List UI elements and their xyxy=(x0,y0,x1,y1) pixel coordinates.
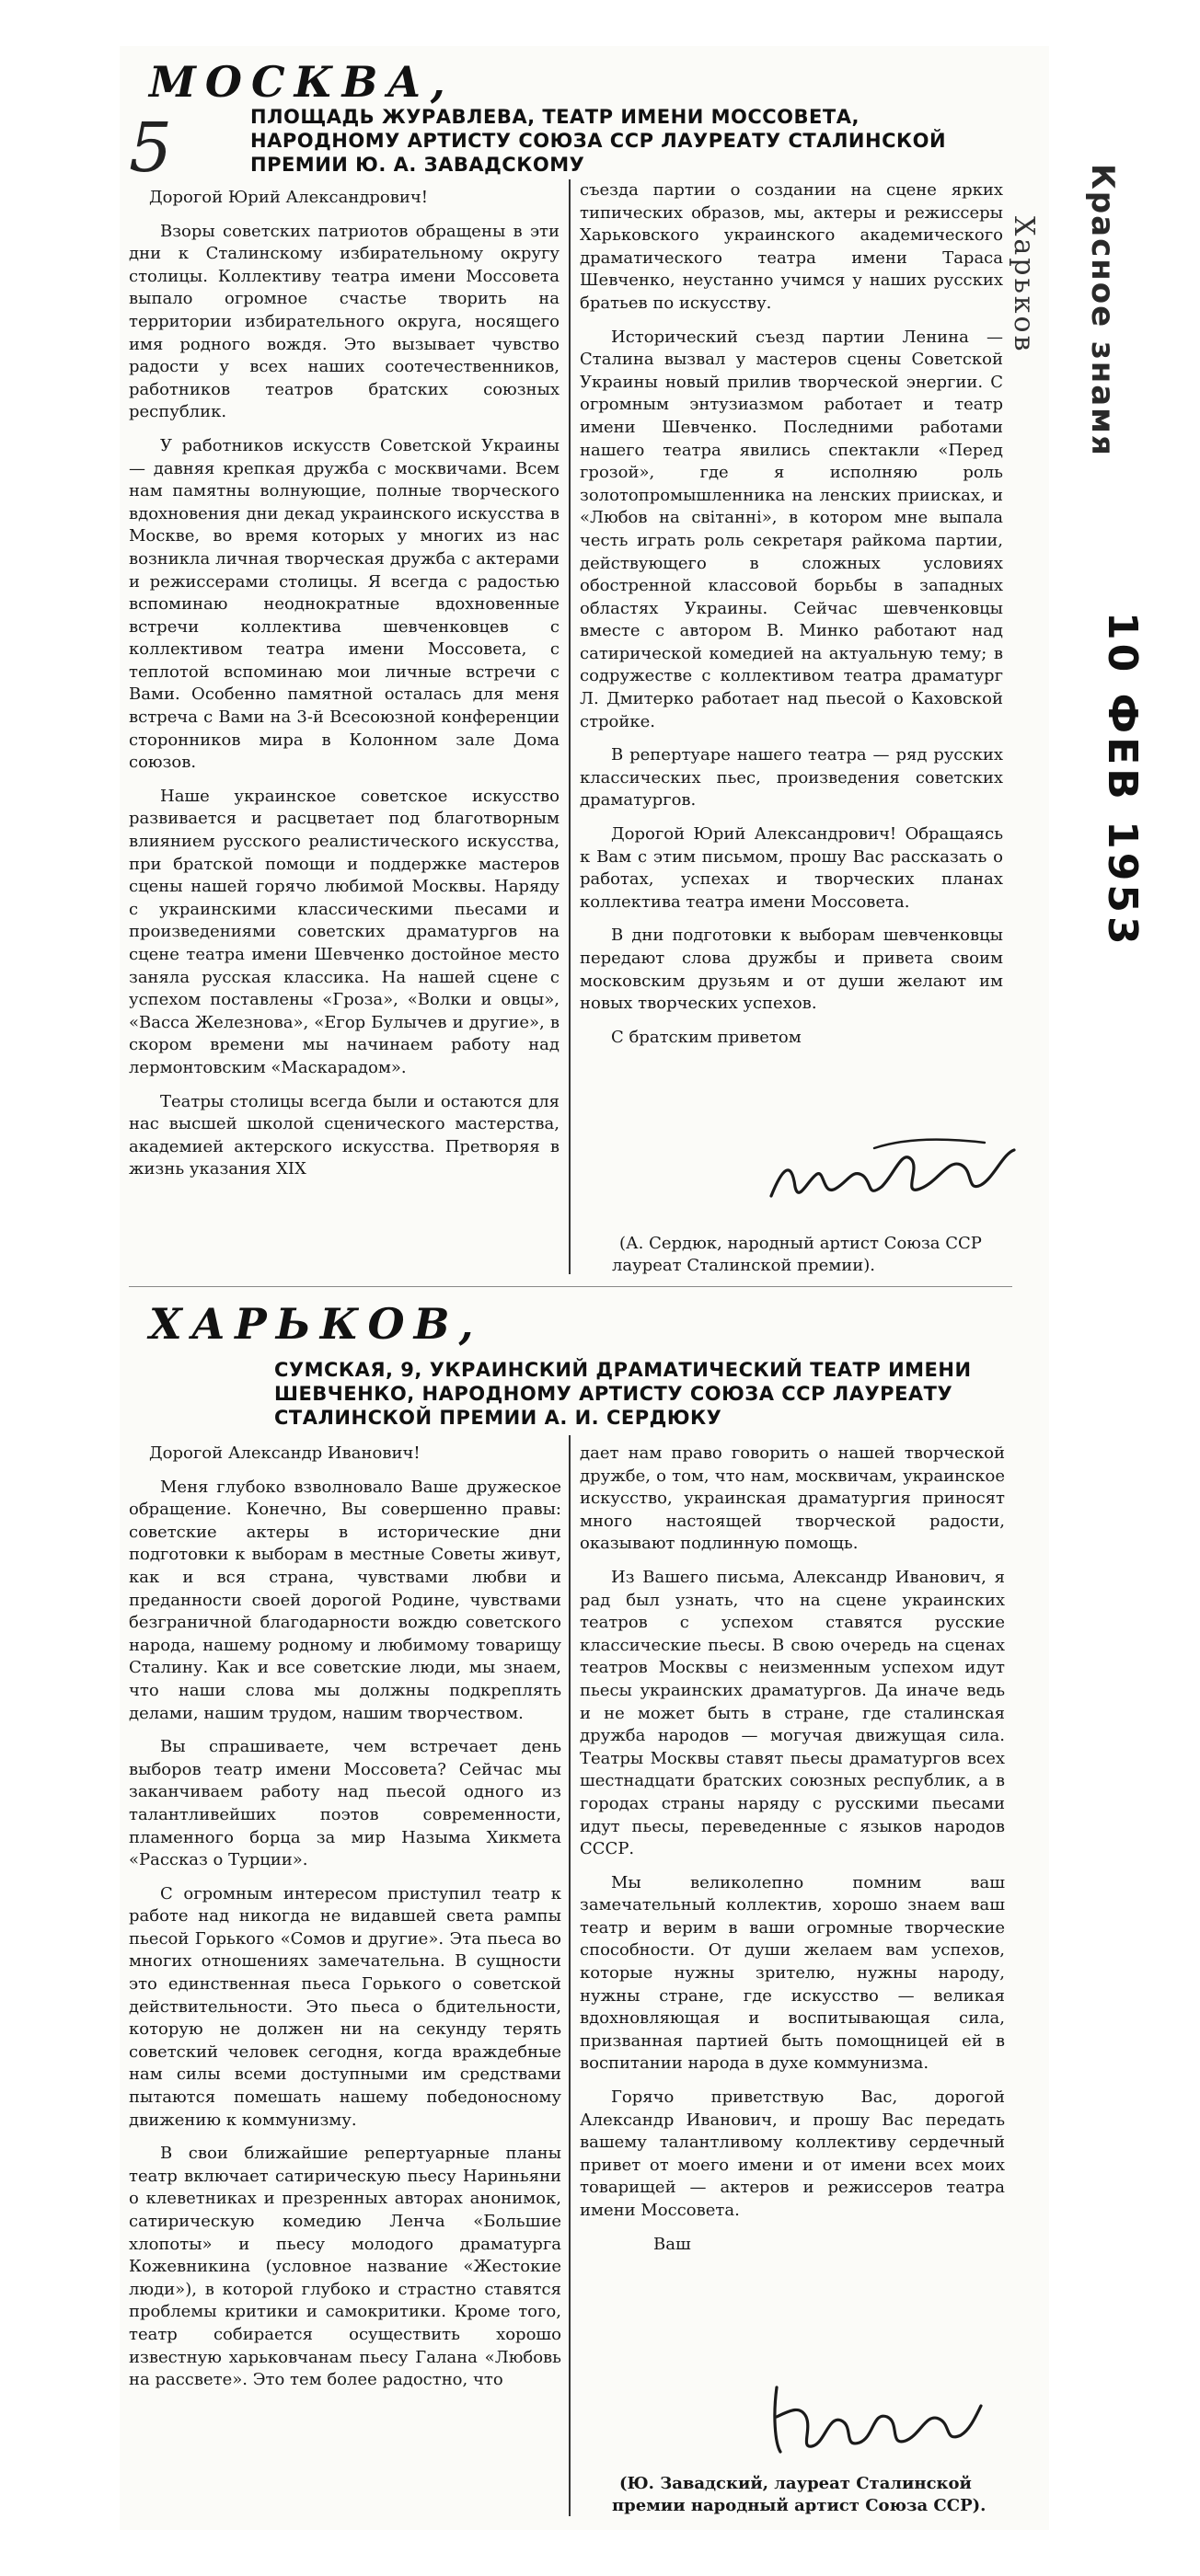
article1-handwritten-signature xyxy=(764,1132,1021,1214)
article1-paragraph: Дорогой Юрий Александрович! Обращаясь к Вам с этим письмом, прошу Вас рассказать о работах, успехах и творческих планах коллектива театра имени Моссовета. xyxy=(580,824,1003,912)
article1-city-heading: МОСКВА, xyxy=(149,57,455,107)
newspaper-name-stamp: Красное знамя xyxy=(1084,164,1121,457)
article1-closing: С братским приветом xyxy=(611,1027,802,1047)
article2-paragraph: С огромным интересом приступил театр к работе над никогда не видавшей света рампы пьесой Горького «Сомов и другие». Эта пьеса во многих отношениях замечательна. В сущности это единственная пьеса Горького о советской действительности. Это пьеса о бдительности, которую не должен ни на секунду терять советский человек сегодня, когда враждебные нам силы всеми доступными им средствами пытаются помешать нашему победоносному движению к коммунизму. xyxy=(129,1883,561,2130)
signature-scribble-icon xyxy=(764,2369,985,2461)
article2-paragraph: Мы великолепно помним ваш замечательный коллектив, хорошо знаем ваш театр и верим в ваши огромные творческие способности. От души желаем вам успехов, которые нужны зрителю, нужны народу, нужны стране, где искусство — великая вдохновляющая и воспитывающая сила, призванная партией быть помощницей ей в воспитании народа в духе коммунизма. xyxy=(580,1872,1005,2074)
article1-paragraph: Наше украинское советское искусство развивается и расцветает под благотворным влиянием русского реалистического искусства, при братской помощи и поддержке мастеров сцены нашей горячо любимой Москвы. Наряду с украинскими классическими пьесами и произведениями советских драматургов на сцене театра имени Шевченко достойное место заняла русская классика. На нашей сцене с успехом поставлены «Гроза», «Волки и овцы», «Васса Железнова», «Егор Булычев и другие», в скором времени мы начинаем работу над лермонтовским «Маскарадом». xyxy=(129,786,560,1077)
article1-salutation: Дорогой Юрий Александрович! xyxy=(149,188,429,207)
article2-city-heading: ХАРЬКОВ, xyxy=(149,1299,483,1349)
article1-paragraph: В репертуаре нашего театра — ряд русских классических пьес, произведения советских драматургов. xyxy=(580,745,1003,811)
article2-closing: Ваш xyxy=(653,2234,691,2254)
article1-right-column xyxy=(580,179,1003,1060)
handwritten-page-mark: 5 xyxy=(129,109,173,188)
article1-address: ПЛОЩАДЬ ЖУРАВЛЕВА, ТЕАТР ИМЕНИ МОССОВЕТА, НАРОДНОМУ АРТИСТУ СОЮЗА ССР ЛАУРЕАТУ СТАЛИНСКОЙ ПРЕМИИ Ю. А. ЗАВАДСКОМУ xyxy=(250,106,947,176)
article1-paragraph: У работников искусств Советской Украины — давняя крепкая дружба с москвичами. Всем нам памятны волнующие, полные творческого вдохновения дни декад украинского искусства в Москве, во время которых у многих из нас возникла личная творческая дружба с актерами и режиссерами столицы. Я всегда с радостью вспоминаю неоднократные вдохновенные встречи коллектива шевченковцев с коллективом театра имени Моссовета, с теплотой вспоминаю мои личные встречи с Вами. Особенно памятной осталась для меня встреча с Вами на 3-й Всесоюзной конференции сторонников мира в Колонном зале Дома союзов. xyxy=(129,435,560,773)
article2-address: СУМСКАЯ, 9, УКРАИНСКИЙ ДРАМАТИЧЕСКИЙ ТЕАТР ИМЕНИ ШЕВЧЕНКО, НАРОДНОМУ АРТИСТУ СОЮЗА ССР ЛАУРЕАТУ СТАЛИНСКОЙ ПРЕМИИ А. И. СЕРДЮКУ xyxy=(274,1359,972,1429)
article2-paragraph: В свои ближайшие репертуарные планы театр включает сатирическую пьесу Нариньяни о клеветниках и презренных авторах анонимок, сатирическую комедию Ленча «Большие хлопоты» и пьесу молодого драматурга Кожевникина (условное название «Жестокие люди»), в которой глубоко и страстно ставятся проблемы критики и самокритики. Кроме того, театр собирается осуществить хорошо известную харьковчанам пьесу Галана «Любовь на рассвете». Это тем более радостно, что xyxy=(129,2144,561,2390)
article1-left-column xyxy=(129,187,560,1192)
article1-paragraph: В дни подготовки к выборам шевченковцы передают слова дружбы и привета своим московским друзьям и от души желают им новых творческих успехов. xyxy=(580,926,1003,1014)
article2-salutation: Дорогой Александр Иванович! xyxy=(149,1443,421,1463)
article-separator xyxy=(129,1286,1012,1287)
article1-paragraph: Взоры советских патриотов обращены в эти дни к Сталинскому избирательному округу столицы. Коллективу театра имени Моссовета выпало огромное счастье творить на территории избирательного округа, носящего имя родного вождя. Это вызывает чувство радости у всех наших соотечественников, работников театров братских союзных республик. xyxy=(129,221,560,422)
date-stamp: 10 ФЕВ 1953 xyxy=(1099,612,1146,949)
article2-paragraph: Вы спрашиваете, чем встречает день выборов театр имени Моссовета? Сейчас мы заканчиваем работу над пьесой одного из талантливейших поэтов современности, пламенного борца за мир Назыма Хикмета «Рассказ о Турции». xyxy=(129,1737,561,1870)
article2-right-column xyxy=(580,1443,1005,2267)
city-stamp: Харьков xyxy=(1008,216,1040,354)
article2-handwritten-signature xyxy=(764,2369,985,2461)
article1-signature-caption: (А. Сердюк, народный артист Союза ССР лауреат Сталинской премии). xyxy=(612,1234,982,1275)
article1-column-divider xyxy=(569,179,571,1274)
article2-column-divider xyxy=(569,1435,571,2516)
article2-left-column xyxy=(129,1443,561,2403)
article1-paragraph: съезда партии о создании на сцене ярких типических образов, мы, актеры и режиссеры Харьковского украинского академического драматического театра имени Тараса Шевченко, неустанно учимся у наших русских братьев по искусству. xyxy=(580,180,1003,313)
signature-scribble-icon xyxy=(764,1132,1021,1214)
article1-paragraph: Театры столицы всегда были и остаются для нас высшей школой сценического мастерства, академией актерского искусства. Претворяя в жизнь указания XIX xyxy=(129,1091,560,1179)
article2-paragraph: дает нам право говорить о нашей творческой дружбе, о том, что нам, москвичам, украинское искусство, украинская драматургия приносят много настоящей творческой радости, оказывают подлинную помощь. xyxy=(580,1443,1005,1554)
article2-signature-caption: (Ю. Завадский, лауреат Сталинской премии народный артист Союза ССР). xyxy=(612,2474,987,2515)
article2-paragraph: Из Вашего письма, Александр Иванович, я рад был узнать, что на сцене украинских театров с успехом ставятся русские классические пьесы. В свою очередь на сценах театров Москвы с неизменным успехом идут пьесы украинских драматургов. Да иначе ведь и не может быть в стране, где сталинская дружба народов — могучая движущая сила. Театры Москвы ставят пьесы драматургов всех шестнадцати братских союзных республик, а в городах страны наряду с русскими пьесами идут пьесы, переведенные с языков народов СССР. xyxy=(580,1567,1005,1859)
article2-paragraph: Меня глубоко взволновало Ваше дружеское обращение. Конечно, Вы совершенно правы: советские актеры в исторические дни подготовки к выборам в местные Советы живут, как и вся страна, чувствами любви и преданности своей дорогой Родине, чувствами безграничной благодарности вождю советского народа, нашему родному и любимому товарищу Сталину. Как и все советские люди, мы знаем, что наши слова мы должны подкреплять делами, нашим трудом, нашим творчеством. xyxy=(129,1477,561,1723)
article1-paragraph: Исторический съезд партии Ленина — Сталина вызвал у мастеров сцены Советской Украины новый прилив творческой энергии. С огромным энтузиазмом работает и театр имени Шевченко. Последними работами нашего театра явились спектакли «Перед грозой», где я исполняю роль золотопромышленника на ленских приисках, и «Любов на світанні», в котором мне выпала честь играть роль секретаря райкома партии, действующего в сложных условиях обостренной классовой борьбы в западных областях Украины. Сейчас шевченковцы вместе с автором В. Минко работают над сатирической комедией на актуальную тему; в содружестве с коллективом театра драматург Л. Дмитерко работает над пьесой о Каховской стройке. xyxy=(580,327,1003,731)
article2-paragraph: Горячо приветствую Вас, дорогой Александр Иванович, и прошу Вас передать вашему талантливому коллективу сердечный привет от моего имени и от имени всех моих товарищей — актеров и режиссеров театра имени Моссовета. xyxy=(580,2087,1005,2220)
